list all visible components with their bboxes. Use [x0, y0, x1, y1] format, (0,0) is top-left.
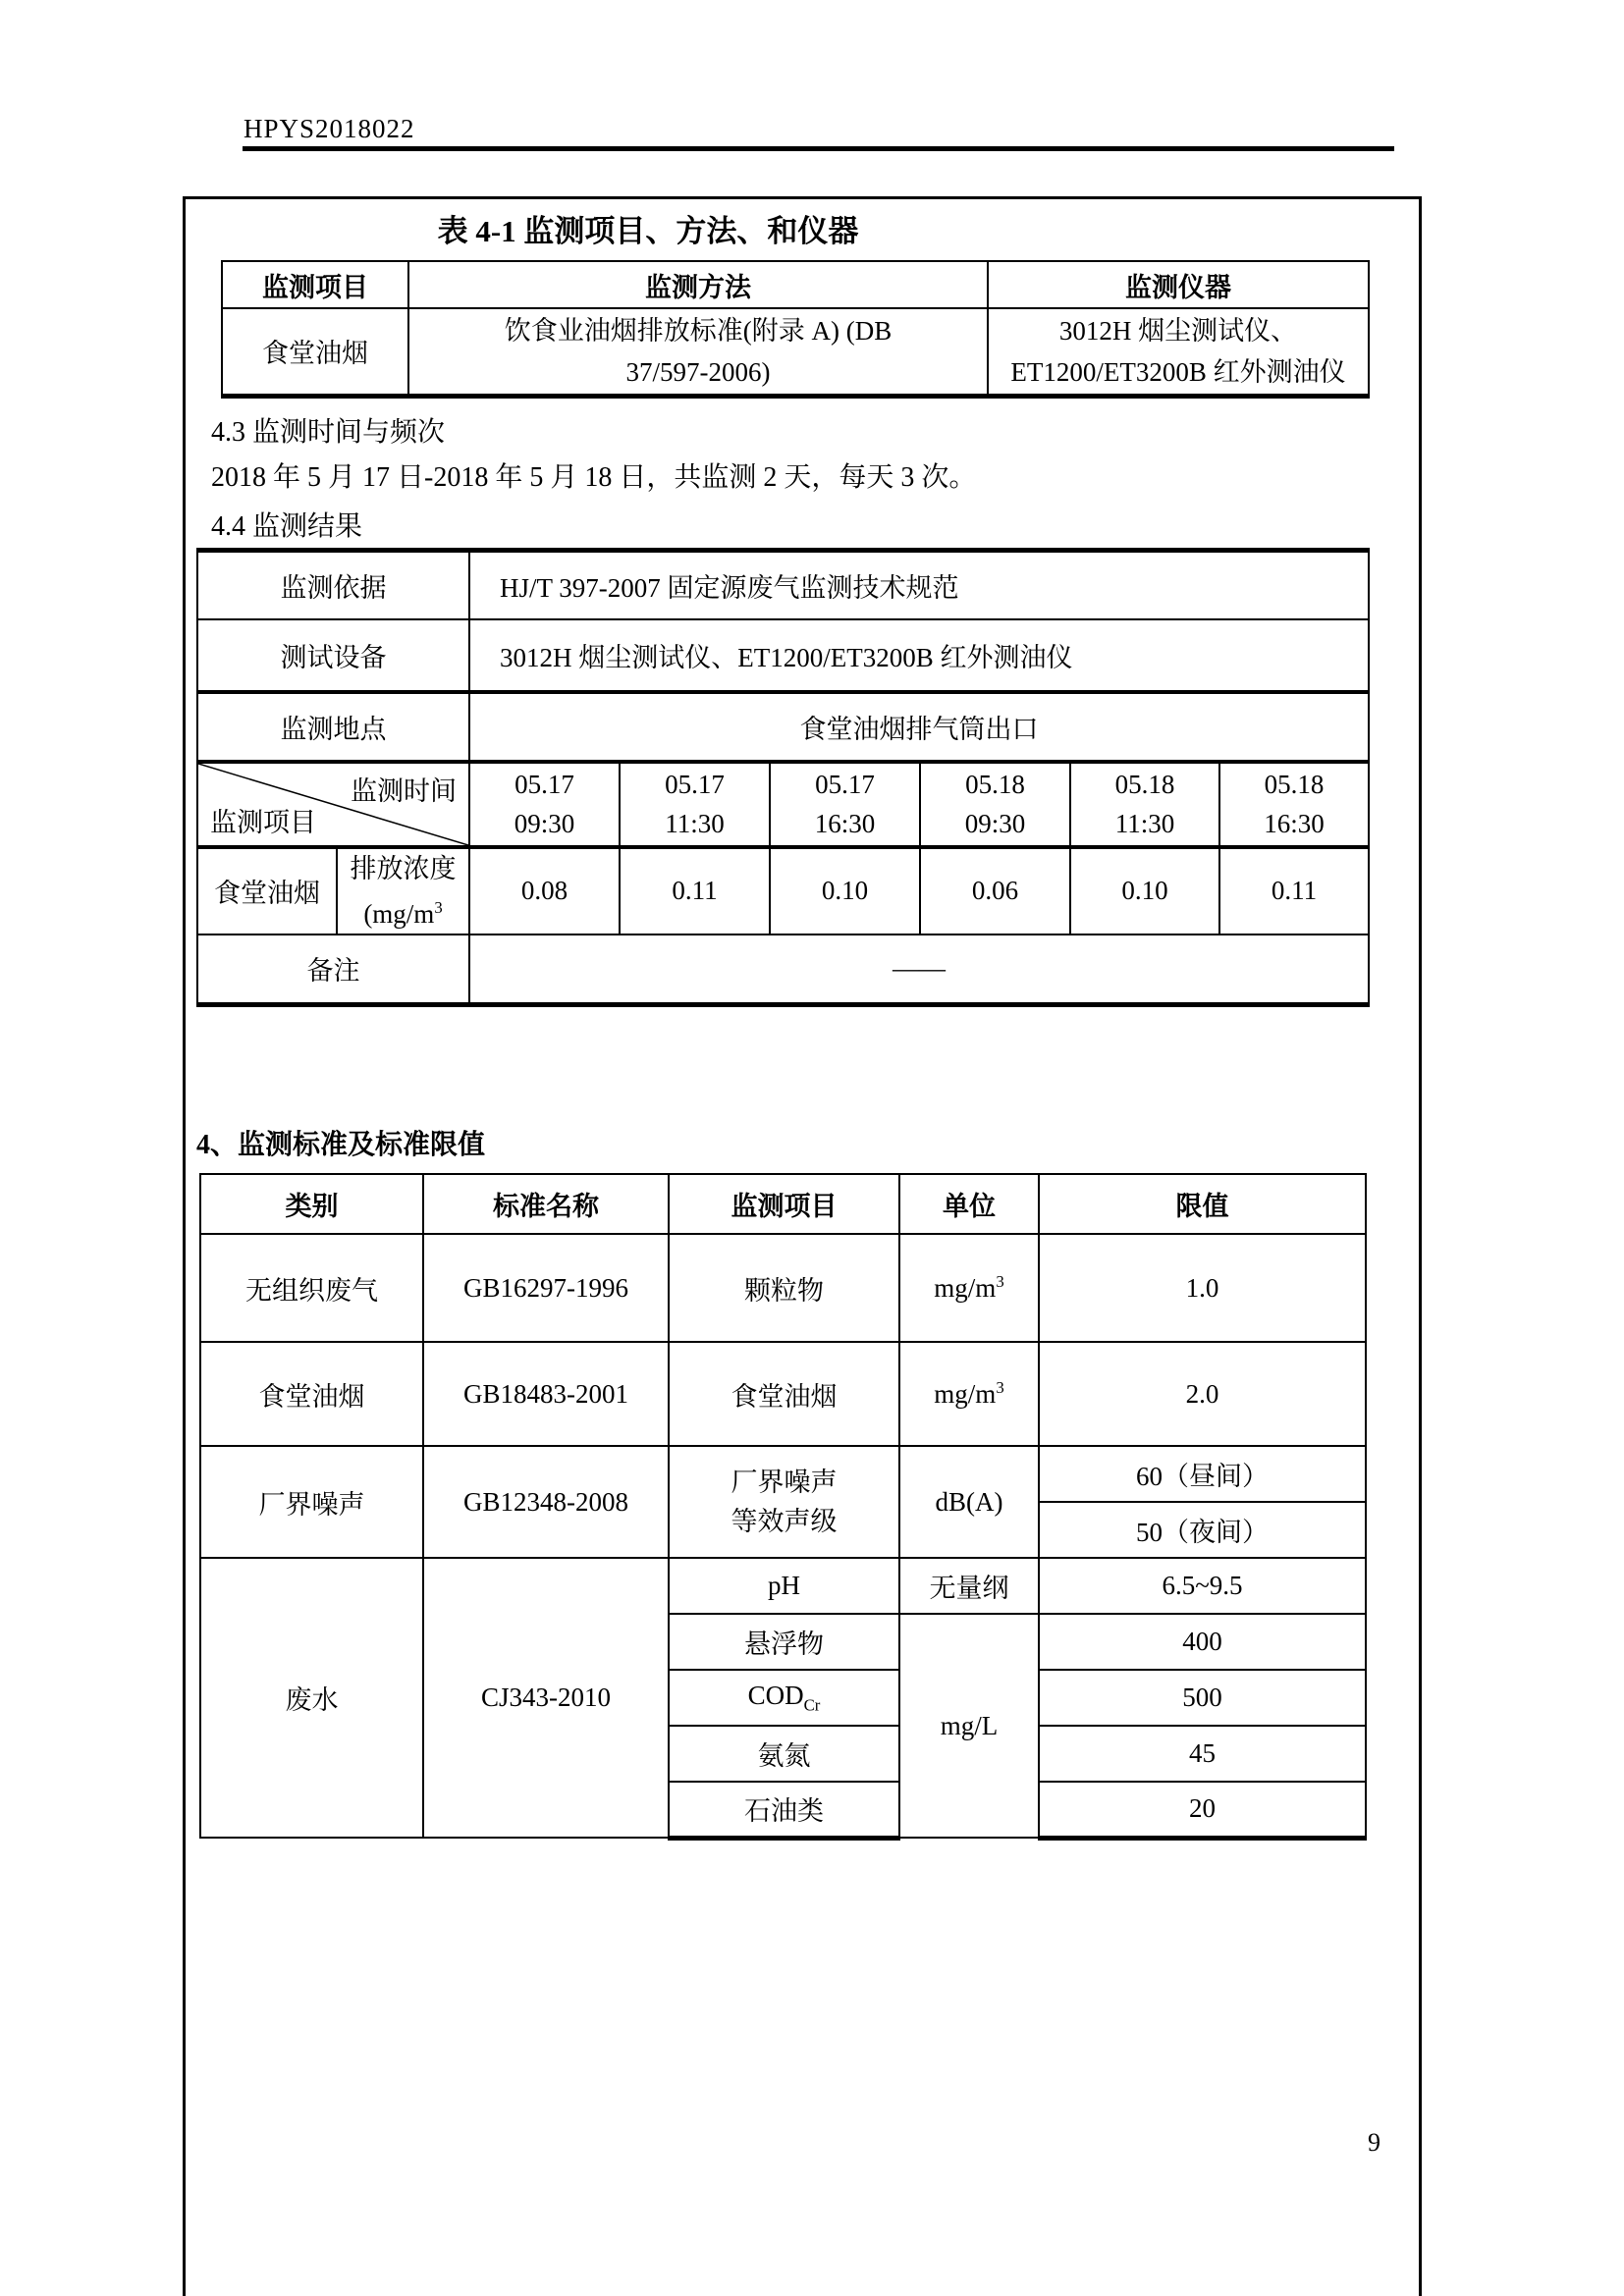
t2-value-location: 食堂油烟排气筒出口	[469, 692, 1369, 762]
t3-fugitive-item: 颗粒物	[669, 1234, 899, 1342]
t3-cod-item: $COD_{Cr}$	[669, 1670, 899, 1726]
t1-header-instrument: 监测仪器	[988, 261, 1369, 308]
t2-value-1: 0.08	[469, 847, 620, 934]
t2-time-col-2: 05.17 11:30	[620, 762, 770, 847]
t2-value-6: 0.11	[1219, 847, 1369, 934]
t2-data-param: 排放浓度 ($mg/m^3$	[337, 847, 469, 934]
t3-wastewater-standard: CJ343-2010	[423, 1558, 669, 1838]
page-number: 9	[1368, 2128, 1380, 2157]
table2-monitoring-results	[196, 548, 1370, 1007]
t2-value-3: 0.10	[770, 847, 920, 934]
t2-label-equipment: 测试设备	[197, 619, 469, 692]
t1-instrument-line1: 3012H 烟尘测试仪、	[1058, 315, 1298, 346]
t1-header-item: 监测项目	[222, 261, 408, 308]
section-4-3-body: 2018 年 5 月 17 日-2018 年 5 月 18 日，共监测 2 天，每天 3 次。	[211, 462, 977, 493]
table3-standards-limits	[199, 1173, 1367, 1841]
t3-noise-item: 厂界噪声 等效声级	[669, 1446, 899, 1558]
t2-value-4: 0.06	[920, 847, 1070, 934]
t1-cell-method	[408, 308, 988, 396]
section-4-3-heading: 4.3 监测时间与频次	[211, 417, 446, 448]
t2-value-basis: HJ/T 397-2007 固定源废气监测技术规范	[469, 551, 1369, 619]
t3-wastewater-unit: mg/L	[899, 1614, 1039, 1838]
t3-fugitive-standard: GB16297-1996	[423, 1234, 669, 1342]
section-4-heading: 4、监测标准及标准限值	[196, 1130, 486, 1160]
t3-canteen-category: 食堂油烟	[200, 1342, 423, 1446]
t3-fugitive-limit: 1.0	[1039, 1234, 1366, 1342]
t3-canteen-item: 食堂油烟	[669, 1342, 899, 1446]
t2-time-col-3: 05.17 16:30	[770, 762, 920, 847]
t3-ph-limit: 6.5~9.5	[1039, 1558, 1366, 1614]
t3-canteen-unit: $mg/m^3$	[899, 1342, 1039, 1446]
t1-cell-item: 食堂油烟	[222, 308, 408, 396]
t3-noise-limit-night: 50（夜间）	[1039, 1502, 1366, 1558]
t3-ss-item: 悬浮物	[669, 1614, 899, 1670]
t2-label-location: 监测地点	[197, 692, 469, 762]
doc-number: HPYS2018022	[244, 114, 415, 143]
t1-header-method: 监测方法	[408, 261, 988, 308]
t1-instrument-line2: ET1200/ET3200B 红外测油仪	[1010, 356, 1346, 387]
t3-header-unit: 单位	[899, 1174, 1039, 1234]
section-4-4-heading: 4.4 监测结果	[211, 511, 363, 542]
t3-fugitive-category: 无组织废气	[200, 1234, 423, 1342]
t2-diagonal-header-cell	[197, 762, 469, 847]
t3-header-category: 类别	[200, 1174, 423, 1234]
table1-monitoring-methods	[221, 260, 1370, 399]
t2-diagonal-time-label: 监测时间	[351, 775, 457, 806]
t2-diagonal-item-label: 监测项目	[210, 807, 316, 837]
t3-fugitive-unit: $mg/m^3$	[899, 1234, 1039, 1342]
t2-value-5: 0.10	[1070, 847, 1219, 934]
t2-label-basis: 监测依据	[197, 551, 469, 619]
t3-ph-unit: 无量纲	[899, 1558, 1039, 1614]
t2-time-col-5: 05.18 11:30	[1070, 762, 1219, 847]
t3-cod-limit: 500	[1039, 1670, 1366, 1726]
t2-time-col-4: 05.18 09:30	[920, 762, 1070, 847]
t3-noise-unit: dB(A)	[899, 1446, 1039, 1558]
t1-method-line2: 37/597-2006)	[625, 356, 771, 387]
t3-noise-standard: GB12348-2008	[423, 1446, 669, 1558]
t3-nh3n-item: 氨氮	[669, 1726, 899, 1782]
t3-oil-limit: 20	[1039, 1782, 1366, 1838]
t2-time-col-6: 05.18 16:30	[1219, 762, 1369, 847]
header-rule	[243, 146, 1394, 151]
t1-cell-instrument	[988, 308, 1369, 396]
t3-oil-item: 石油类	[669, 1782, 899, 1838]
table1-title: 表 4-1 监测项目、方法、和仪器	[437, 214, 859, 248]
t2-value-2: 0.11	[620, 847, 770, 934]
t3-wastewater-category: 废水	[200, 1558, 423, 1838]
t3-canteen-limit: 2.0	[1039, 1342, 1366, 1446]
t3-header-item: 监测项目	[669, 1174, 899, 1234]
t3-canteen-standard: GB18483-2001	[423, 1342, 669, 1446]
t2-value-equipment: 3012H 烟尘测试仪、ET1200/ET3200B 红外测油仪	[469, 619, 1369, 692]
t2-data-item: 食堂油烟	[197, 847, 337, 934]
t2-label-remark: 备注	[197, 934, 469, 1005]
t3-header-standard: 标准名称	[423, 1174, 669, 1234]
t1-method-line1: 饮食业油烟排放标准(附录 A) (DB	[504, 315, 893, 346]
t2-time-col-1: 05.17 09:30	[469, 762, 620, 847]
t3-ph-item: pH	[669, 1558, 899, 1614]
t3-header-limit: 限值	[1039, 1174, 1366, 1234]
t2-value-remark: ——	[469, 934, 1369, 1005]
t3-ss-limit: 400	[1039, 1614, 1366, 1670]
t3-nh3n-limit: 45	[1039, 1726, 1366, 1782]
t3-noise-limit-day: 60（昼间）	[1039, 1446, 1366, 1502]
t3-noise-category: 厂界噪声	[200, 1446, 423, 1558]
